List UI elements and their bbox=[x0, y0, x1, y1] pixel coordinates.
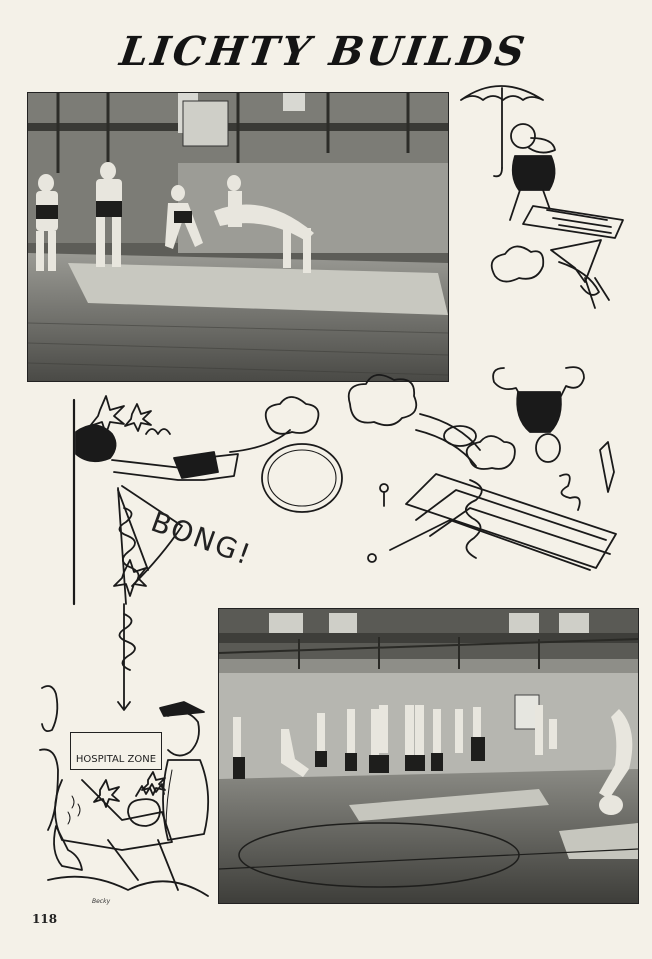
gym-exercise-photo bbox=[27, 92, 449, 382]
page-number: 118 bbox=[32, 912, 58, 926]
page-title: LICHTY BUILDS bbox=[116, 28, 531, 75]
hospital-zone-sign: HOSPITAL ZONE bbox=[70, 732, 162, 770]
springboard-crash-cartoon bbox=[40, 340, 640, 610]
bong-sound-effect: BONG! bbox=[146, 505, 257, 572]
umbrella-bird-cartoon bbox=[455, 78, 640, 328]
gym-headstand-photo bbox=[218, 608, 639, 904]
artist-signature: Becky bbox=[92, 898, 111, 905]
